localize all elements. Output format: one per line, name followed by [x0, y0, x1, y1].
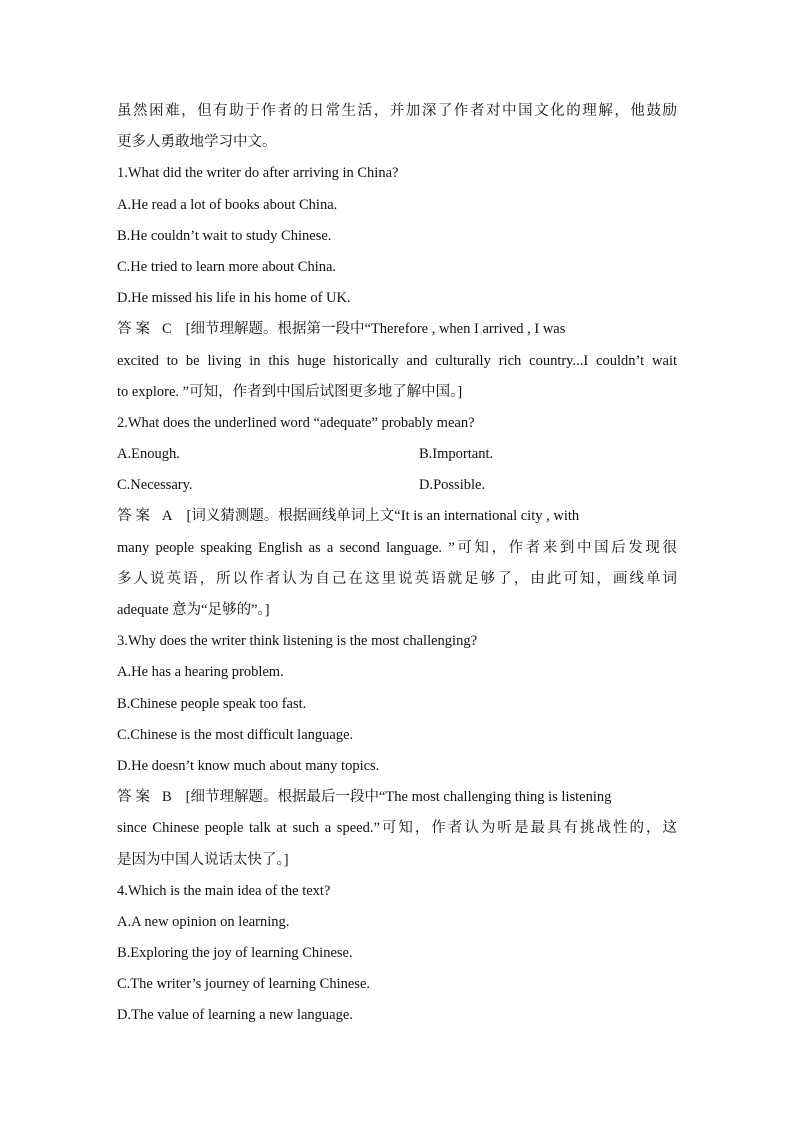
answer-1-explanation-1: [细节理解题。根据第一段中“Therefore , when I arrived , I was	[185, 321, 566, 338]
question-2-option-d: D.Possible.	[419, 477, 486, 494]
answer-1-line-3: to explore. ”可知，作者到中国后试图更多地了解中国。]	[117, 383, 463, 400]
answer-3-key: B	[162, 789, 172, 806]
answer-1-key: C	[162, 321, 172, 338]
answer-2-line-2: many people speaking English as a second language. ”可知，作者来到中国后发现很	[117, 539, 677, 556]
question-2-options-row-2	[117, 470, 677, 501]
answer-3-line-1	[117, 782, 677, 813]
question-2-stem: 2.What does the underlined word “adequate” probably mean?	[117, 414, 475, 431]
intro-line-1: 虽然困难，但有助于作者的日常生活，并加深了作者对中国文化的理解，他鼓励	[117, 103, 677, 119]
question-4-option-d: D.The value of learning a new language.	[117, 1007, 353, 1024]
question-1-option-d: D.He missed his life in his home of UK.	[117, 290, 351, 307]
answer-1-label: 答案	[117, 321, 154, 338]
answer-1-line-1	[117, 314, 677, 345]
answer-2-key: A	[162, 508, 173, 525]
answer-2-line-3: 多人说英语，所以作者认为自己在这里说英语就足够了，由此可知，画线单词	[117, 570, 677, 587]
question-1-option-c: C.He tried to learn more about China.	[117, 258, 337, 275]
question-3-option-c: C.Chinese is the most difficult language.	[117, 726, 354, 743]
answer-3-line-2: since Chinese people talk at such a speed.”可知，作者认为听是最具有挑战性的，这	[117, 820, 677, 837]
question-2-option-c: C.Necessary.	[117, 477, 193, 494]
question-3-stem: 3.Why does the writer think listening is the most challenging?	[117, 633, 478, 650]
document-page	[117, 96, 677, 1032]
answer-2-label: 答案	[117, 508, 154, 525]
question-2-option-b: B.Important.	[419, 446, 494, 463]
question-4-stem: 4.Which is the main idea of the text?	[117, 882, 331, 899]
question-3-option-b: B.Chinese people speak too fast.	[117, 695, 307, 712]
question-4-option-b: B.Exploring the joy of learning Chinese.	[117, 945, 353, 962]
question-3-option-a: A.He has a hearing problem.	[117, 664, 284, 681]
answer-3-explanation-1: [细节理解题。根据最后一段中“The most challenging thing is listening	[185, 789, 612, 806]
answer-2-explanation-1: [词义猜测题。根据画线单词上文“It is an international city , with	[186, 508, 580, 525]
question-4-option-a: A.A new opinion on learning.	[117, 913, 290, 930]
question-2-options-row-1	[117, 439, 677, 470]
answer-3-label: 答案	[117, 789, 154, 806]
question-3-option-d: D.He doesn’t know much about many topics.	[117, 757, 380, 774]
question-1-stem: 1.What did the writer do after arriving in China?	[117, 165, 399, 182]
question-1-option-b: B.He couldn’t wait to study Chinese.	[117, 227, 332, 244]
answer-2-line-4: adequate 意为“足够的”。]	[117, 602, 270, 618]
answer-1-line-2: excited to be living in this huge historically and culturally rich country...I couldn’t wait	[117, 352, 677, 369]
intro-line-2: 更多人勇敢地学习中文。	[117, 134, 277, 151]
question-2-option-a: A.Enough.	[117, 446, 180, 463]
question-4-option-c: C.The writer’s journey of learning Chinese.	[117, 976, 371, 993]
answer-2-line-1	[117, 501, 677, 532]
question-1-option-a: A.He read a lot of books about China.	[117, 196, 338, 213]
answer-3-line-3: 是因为中国人说话太快了。]	[117, 851, 289, 868]
